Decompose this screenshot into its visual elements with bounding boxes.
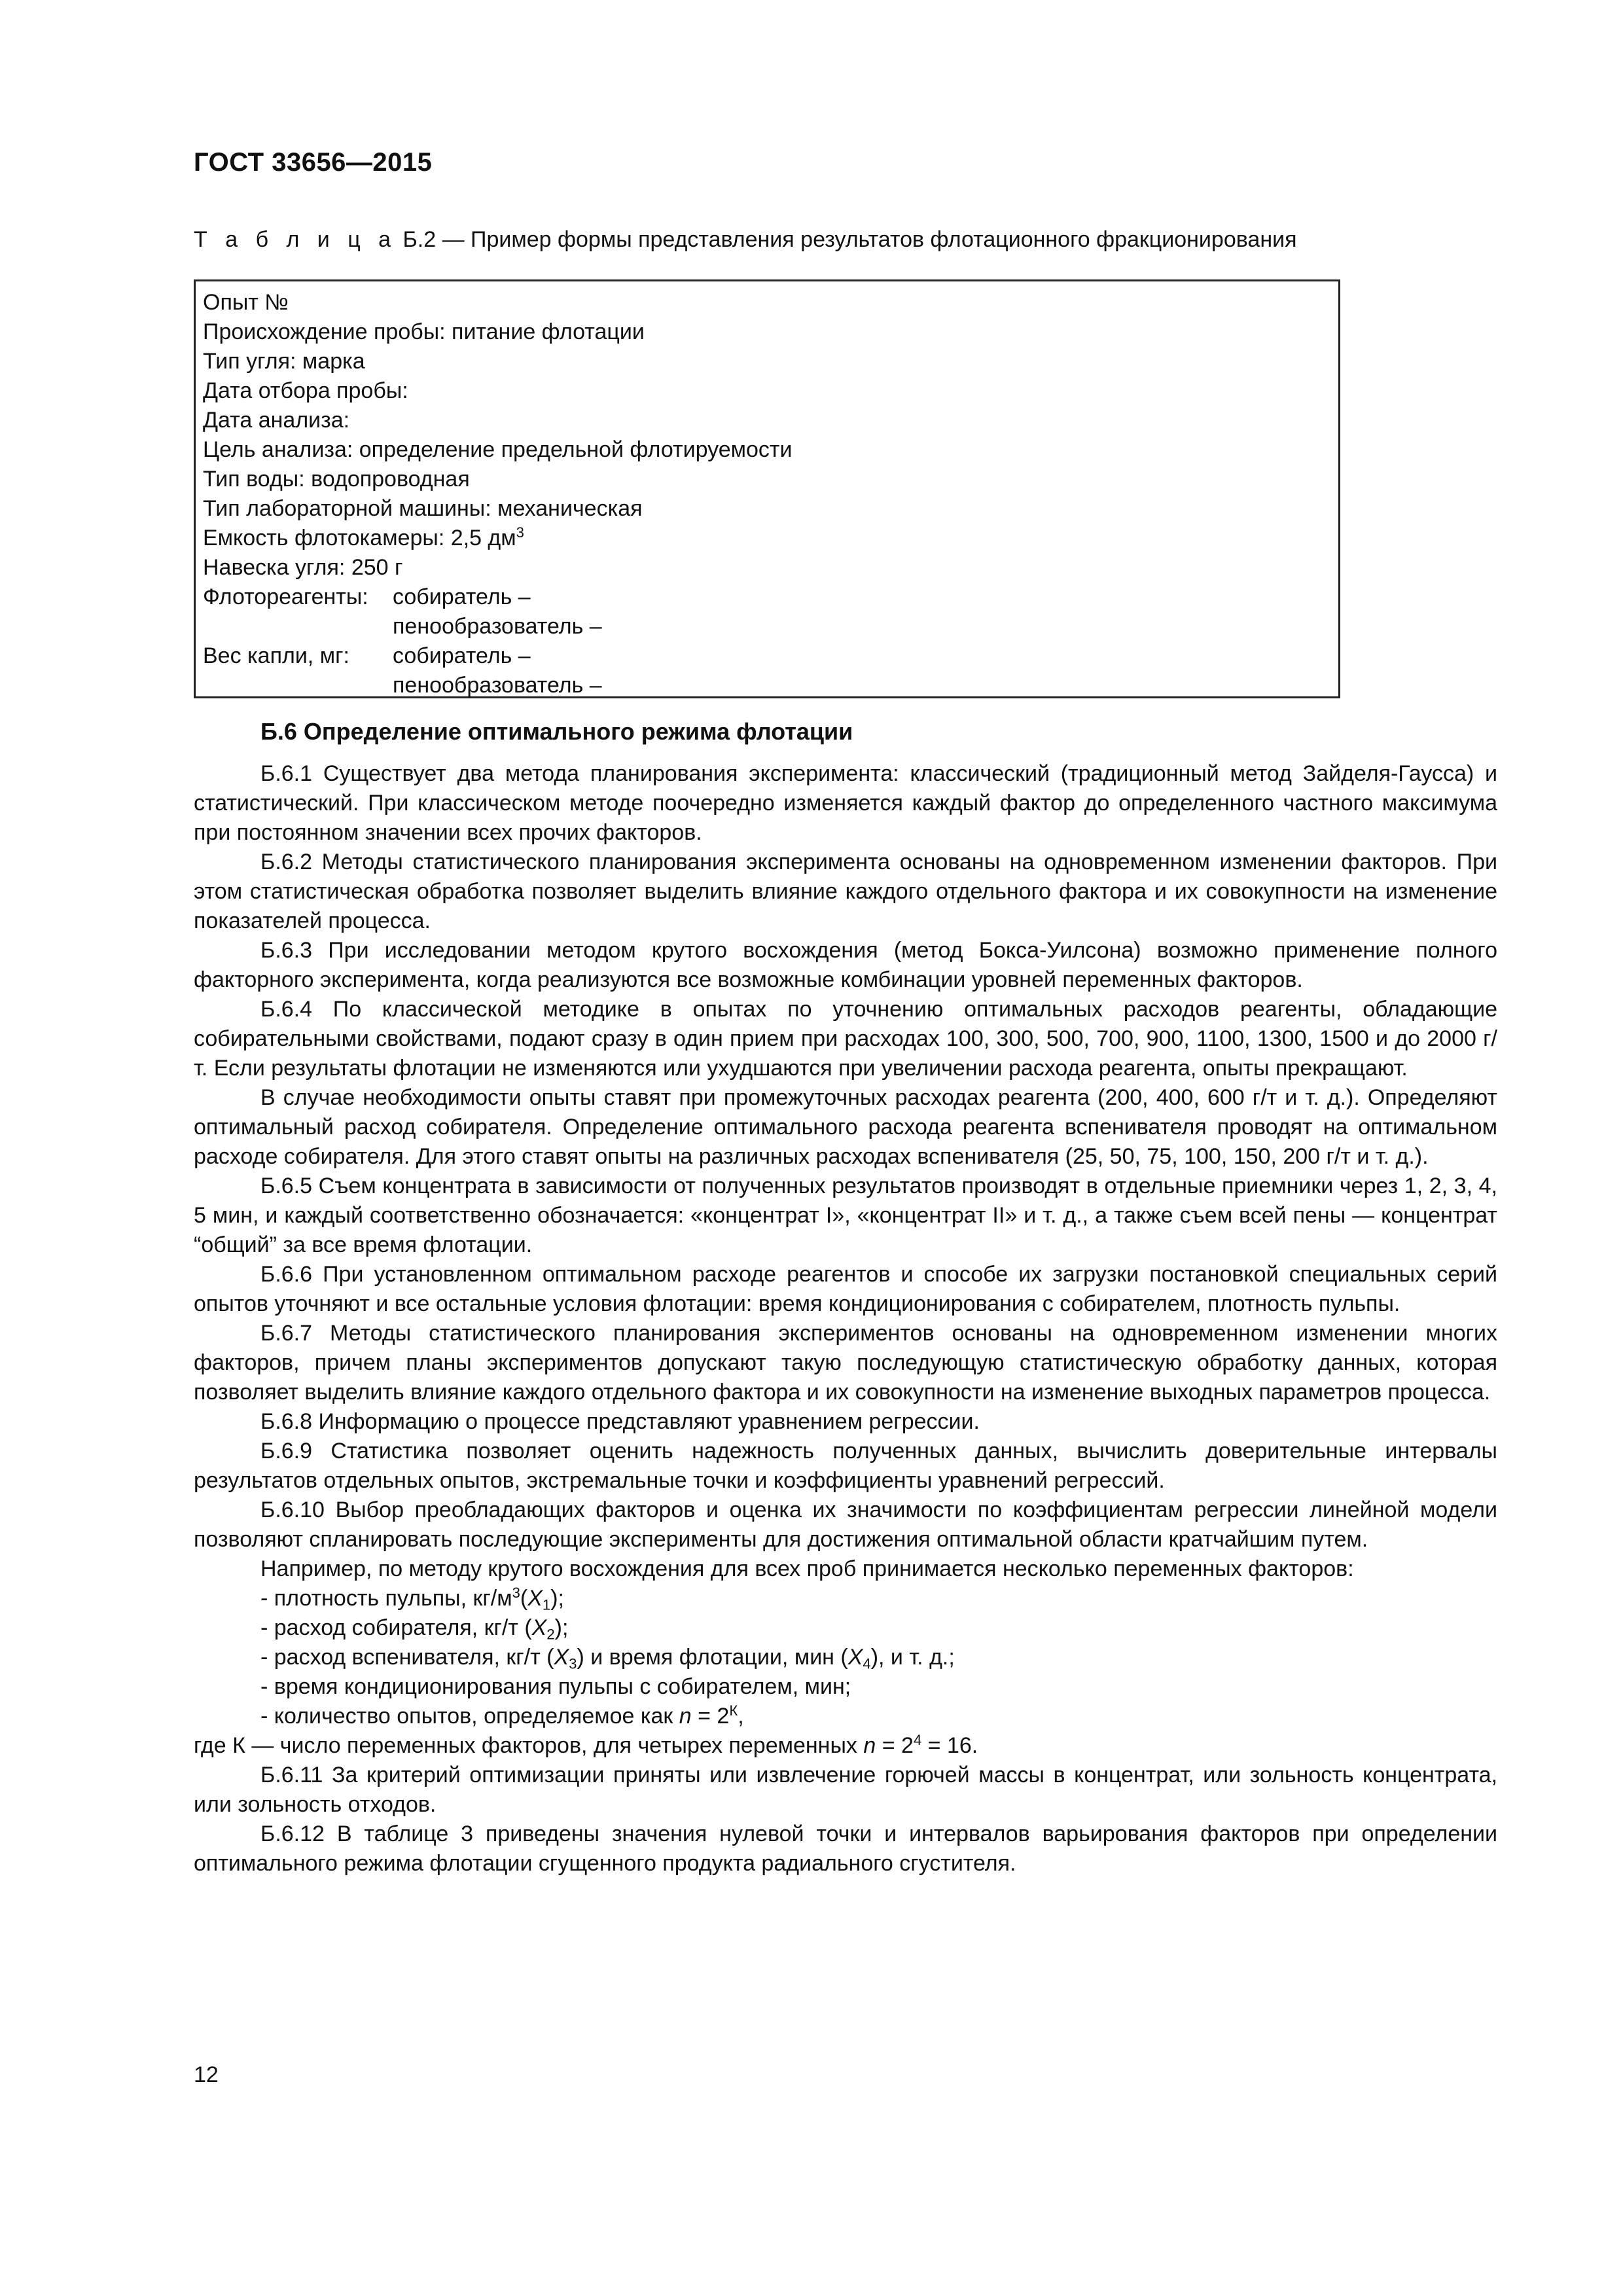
form-line: Флотореагенты: собиратель – [203,584,531,609]
paragraph: Б.6.8 Информацию о процессе представляют уравнением регрессии. [260,1409,980,1434]
paragraph: Б.6.10 Выбор преобладающих факторов и оценка их значимости по коэффициентам регрессии линейной модели позволяют спланировать последующие эксперименты для достижения оптимальной области кратчайшим путем. [194,1498,1497,1552]
paragraph: Б.6.4 По классической методике в опытах по уточнению оптимальных расходов реагенты, обладающие собирательными свойствами, подают сразу в один прием при расходах 100, 300, 500, 700, 900, 1100, 1300, 1500 и до 2000 г/т. Если результаты флотации не изменяются или ухудшаются при увеличении расхода реагента, опыты прекращают. [194,997,1497,1081]
paragraph: Например, по методу крутого восхождения для всех проб принимается несколько переменных факторов: [260,1556,1354,1581]
paragraph: Б.6.11 За критерий оптимизации приняты или извлечение горючей массы в концентрат, или зольность концентрата, или зольность отходов. [194,1763,1497,1817]
paragraph: Б.6.3 При исследовании методом крутого восхождения (метод Бокса-Уилсона) возможно применение полного факторного эксперимента, когда реализуются все возможные комбинации уровней переменных факторов. [194,938,1497,992]
list-item: - плотность пульпы, $кг/м^3(X_1)$; [260,1584,564,1613]
table-caption [194,227,1297,253]
paragraph: Б.6.9 Статистика позволяет оценить надежность полученных данных, вычислить доверительные интервалы результатов отдельных опытов, экстремальные точки и коэффициенты уравнений регрессий. [194,1439,1497,1493]
form-line: Тип воды: водопроводная [203,467,470,492]
form-line: Опыт № [203,290,289,315]
table-caption-text: Б.2 — Пример формы представления результатов флотационного фракционирования [397,227,1297,252]
form-line: Вес капли, мг: собиратель – [203,643,531,668]
paragraph: В случае необходимости опыты ставят при промежуточных расходах реагента (200, 400, 600 г/т и т. д.). Определяют оптимальный расход собирателя. Определение оптимального расхода реагента вспенивателя проводят на оптимальном расходе собирателя. Для этого ставят опыты на различных расходах вспенивателя (25, 50, 75, 100, 150, 200 г/т и т. д.). [194,1085,1497,1169]
form-line: Дата отбора пробы: [203,378,408,403]
list-item: - расход вспенивателя, кг/т $(X_3)$ и время флотации, мин $(X_4)$, и т. д.; [260,1645,955,1672]
paragraph: Б.6.7 Методы статистического планирования экспериментов основаны на одновременном изменении многих факторов, причем планы экспериментов допускают такую последующую статистическую обработку данных, которая позволяет выделить влияние каждого отдельного фактора и их совокупности на изменение выходных параметров процесса. [194,1321,1497,1405]
form-line: Тип лабораторной машины: механическая [203,496,643,521]
paragraph: Б.6.5 Съем концентрата в зависимости от полученных результатов производят в отдельные приемники через 1, 2, 3, 4, 5 мин, и каждый соответственно обозначается: «концентрат I», «концентрат II» и т. д., а также съем всей пены — концентрат “общий” за все время флотации. [194,1174,1497,1257]
paragraph: Б.6.1 Существует два метода планирования эксперимента: классический (традиционный метод Зайделя-Гаусса) и статистический. При классическом методе поочередно изменяется каждый фактор до определенного частного максимума при постоянном значении всех прочих факторов. [194,761,1497,845]
list-item: - время кондиционирования пульпы с собирателем, мин; [260,1674,851,1699]
list-item: - расход собирателя, кг/т $(X_2)$; [260,1615,569,1643]
list-item: - количество опытов, определяемое как $n = 2^К$, [260,1702,744,1729]
paragraph: где К — число переменных факторов, для четырех переменных $n = 2^4 = 16$. [194,1731,978,1758]
form-line: Тип угля: марка [203,349,365,374]
form-line: Дата анализа: [203,408,350,433]
form-line: пенообразователь – [393,614,602,639]
paragraph: Б.6.6 При установленном оптимальном расходе реагентов и способе их загрузки постановкой специальных серий опытов уточняют и все остальные условия флотации: время кондиционирования с собирателем, плотность пульпы. [194,1262,1497,1316]
form-line: Цель анализа: определение предельной флотируемости [203,437,793,462]
table-caption-prefix: Т а б л и ц а [194,227,397,252]
paragraph: Б.6.12 В таблице 3 приведены значения нулевой точки и интервалов варьирования факторов при определении оптимального режима флотации сгущенного продукта радиального сгустителя. [194,1821,1497,1876]
section-body [194,759,1497,1878]
section-heading: Б.6 Определение оптимального режима флотации [260,718,853,745]
page-number: 12 [194,2062,219,2087]
form-line: Происхождение пробы: питание флотации [203,319,645,344]
paragraph: Б.6.2 Методы статистического планирования эксперимента основаны на одновременном изменении факторов. При этом статистическая обработка позволяет выделить влияние каждого отдельного фактора и их совокупности на изменение показателей процесса. [194,850,1497,933]
form-table [203,288,793,700]
document-header: ГОСТ 33656—2015 [194,148,433,177]
form-line: пенообразователь – [393,673,602,698]
form-line: Емкость флотокамеры: 2,5 $дм^3$ [203,524,524,550]
form-line: Навеска угля: 250 г [203,555,403,580]
